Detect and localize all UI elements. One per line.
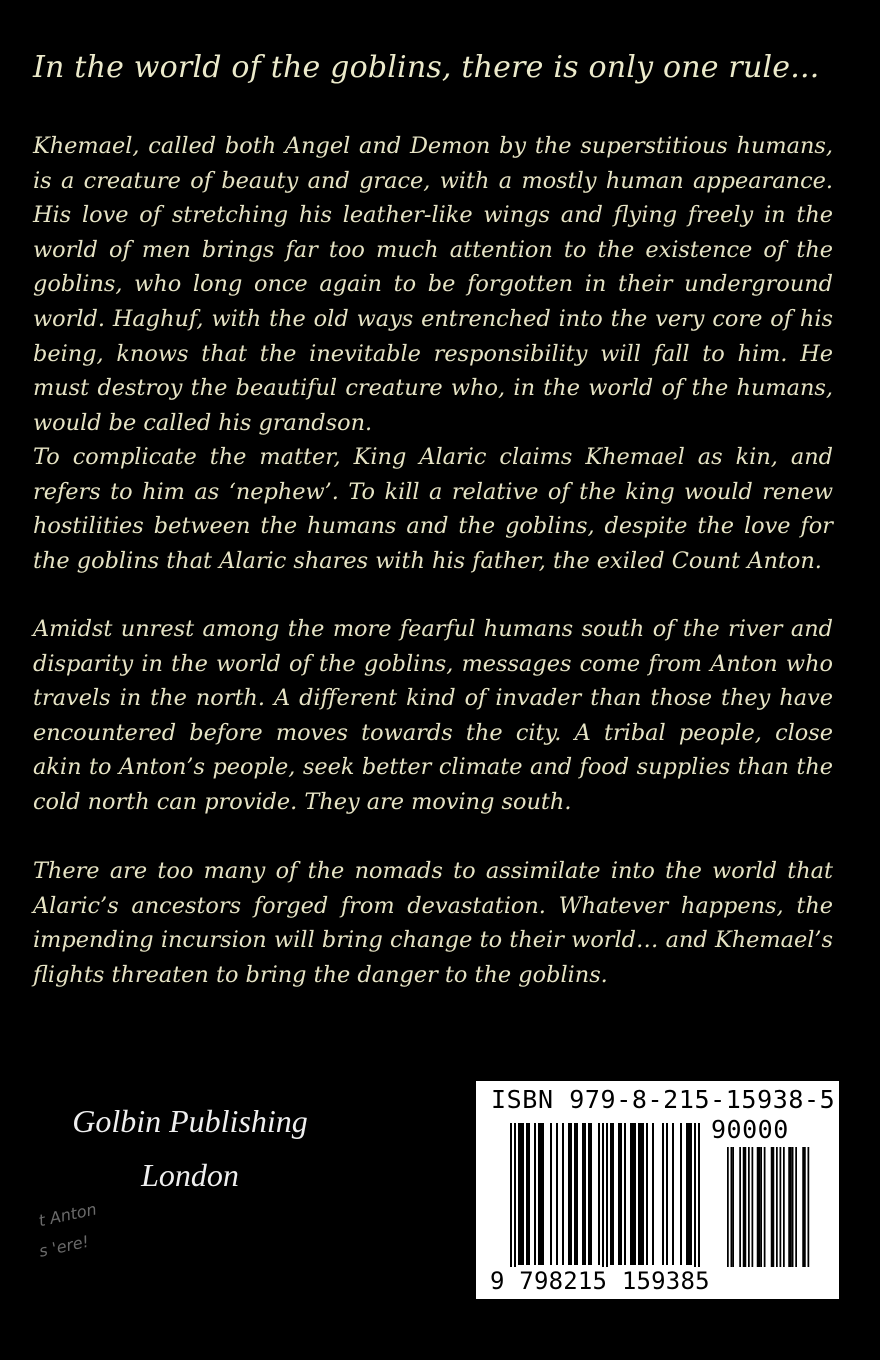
addon-bar: [752, 1147, 754, 1267]
ean-bar: [688, 1123, 690, 1265]
addon-bar: [759, 1147, 761, 1267]
ean-bar: [652, 1123, 654, 1265]
ean-bar: [570, 1123, 572, 1265]
addon-bar: [795, 1147, 797, 1267]
price-code-text: 90000: [711, 1115, 789, 1144]
addon-bar: [804, 1147, 806, 1267]
ean-bar: [538, 1123, 540, 1265]
ean-bar: [680, 1123, 682, 1265]
barcode-digits: 9 798215 159385: [490, 1267, 710, 1295]
ean-bar: [620, 1123, 622, 1265]
addon-bar: [808, 1147, 810, 1267]
ean-bar: [518, 1123, 520, 1265]
ean-bar: [632, 1123, 634, 1265]
publisher-city: London: [141, 1157, 239, 1193]
publisher-block: [40, 1094, 340, 1202]
ean-bar: [584, 1123, 586, 1265]
addon-bar: [773, 1147, 775, 1267]
ean-bar: [638, 1123, 640, 1265]
addon-bar: [732, 1147, 734, 1267]
ean-bar: [634, 1123, 636, 1265]
ean-bar: [514, 1123, 516, 1275]
publisher-name: Golbin Publishing: [72, 1103, 308, 1139]
blurb-paragraph-3: Amidst unrest among the more fearful humans south of the river and disparity in the world of the goblins, messages come from Anton who travels in the north. A different kind of invader than those they have encountered before moves towards the city. A tribal people, close akin to Anton’s people, seek better climate and food supplies than the cold north can provide. They are moving south.: [33, 616, 833, 815]
ean-bar: [568, 1123, 570, 1265]
ean-bar: [612, 1123, 614, 1265]
addon-bar: [745, 1147, 747, 1267]
ean-bar: [582, 1123, 584, 1265]
addon-bar: [771, 1147, 773, 1267]
addon-bar: [739, 1147, 741, 1267]
addon-bar: [783, 1147, 785, 1267]
handwritten-note: [30, 1187, 144, 1286]
handwritten-note-line-1: t Anton: [36, 1199, 99, 1231]
ean-bar: [618, 1123, 620, 1265]
ean-bar: [526, 1123, 528, 1265]
ean-bar: [694, 1123, 696, 1275]
ean-bar: [540, 1123, 542, 1265]
addon-barcode: [727, 1147, 809, 1267]
ean-bar: [624, 1123, 626, 1265]
ean-bar: [640, 1123, 642, 1265]
addon-bar: [776, 1147, 778, 1267]
addon-bar: [792, 1147, 794, 1267]
ean-bar: [590, 1123, 592, 1265]
ean-bar: [690, 1123, 692, 1265]
isbn-text: ISBN 979-8-215-15938-5: [491, 1085, 836, 1114]
ean-bar: [662, 1123, 664, 1265]
addon-bar: [764, 1147, 766, 1267]
barcode-label: [476, 1081, 839, 1299]
ean-bar: [698, 1123, 700, 1275]
addon-bar: [802, 1147, 804, 1267]
ean-bar: [522, 1123, 524, 1265]
ean-bar: [574, 1123, 576, 1265]
ean-barcode: [510, 1123, 700, 1275]
blurb-paragraph-2: To complicate the matter, King Alaric claims Khemael as kin, and refers to him as ‘nephew’. To kill a relative of the king would renew hostilities between the humans and the goblins, despite the love for the goblins that Alaric shares with his father, the exiled Count Anton.: [33, 444, 833, 574]
ean-bar: [588, 1123, 590, 1265]
addon-bar: [760, 1147, 762, 1267]
ean-bar: [602, 1123, 604, 1275]
ean-bar: [610, 1123, 612, 1265]
ean-bar: [642, 1123, 644, 1265]
addon-bar: [757, 1147, 759, 1267]
ean-bar: [686, 1123, 688, 1265]
addon-bar: [790, 1147, 792, 1267]
addon-bar: [788, 1147, 790, 1267]
addon-bar: [731, 1147, 733, 1267]
ean-bar: [556, 1123, 558, 1265]
ean-bar: [510, 1123, 512, 1275]
addon-bar: [780, 1147, 782, 1267]
addon-bar: [727, 1147, 729, 1267]
tagline: In the world of the goblins, there is only one rule...: [33, 50, 820, 85]
ean-bar: [598, 1123, 600, 1265]
blurb-paragraph-4: There are too many of the nomads to assimilate into the world that Alaric’s ancestors forged from devastation. Whatever happens, the impending incursion will bring change to their world… and Khemael’s flights threaten to bring the danger to the goblins.: [33, 858, 833, 988]
ean-bar: [534, 1123, 536, 1265]
ean-bar: [550, 1123, 552, 1265]
ean-bar: [606, 1123, 608, 1275]
ean-bar: [630, 1123, 632, 1265]
ean-bar: [528, 1123, 530, 1265]
ean-bar: [520, 1123, 522, 1265]
blurb-paragraph-1: Khemael, called both Angel and Demon by the superstitious humans, is a creature of beauty and grace, with a mostly human appearance. His love of stretching his leather-like wings and flying freely in the world of men brings far too much attention to the existence of the goblins, who long once again to be forgotten in their underground world. Haghuf, with the old ways entrenched into the very core of his being, knows that the inevitable responsibility will fall to him. He must destroy the beautiful creature who, in the world of the humans, would be called his grandson.: [33, 133, 833, 436]
ean-bar: [542, 1123, 544, 1265]
handwritten-note-line-2: s 'ere!: [37, 1231, 91, 1261]
ean-bar: [672, 1123, 674, 1265]
ean-bar: [576, 1123, 578, 1265]
addon-bar: [748, 1147, 750, 1267]
ean-bar: [562, 1123, 564, 1265]
addon-bar: [743, 1147, 745, 1267]
ean-bar: [666, 1123, 668, 1265]
ean-bar: [646, 1123, 648, 1265]
